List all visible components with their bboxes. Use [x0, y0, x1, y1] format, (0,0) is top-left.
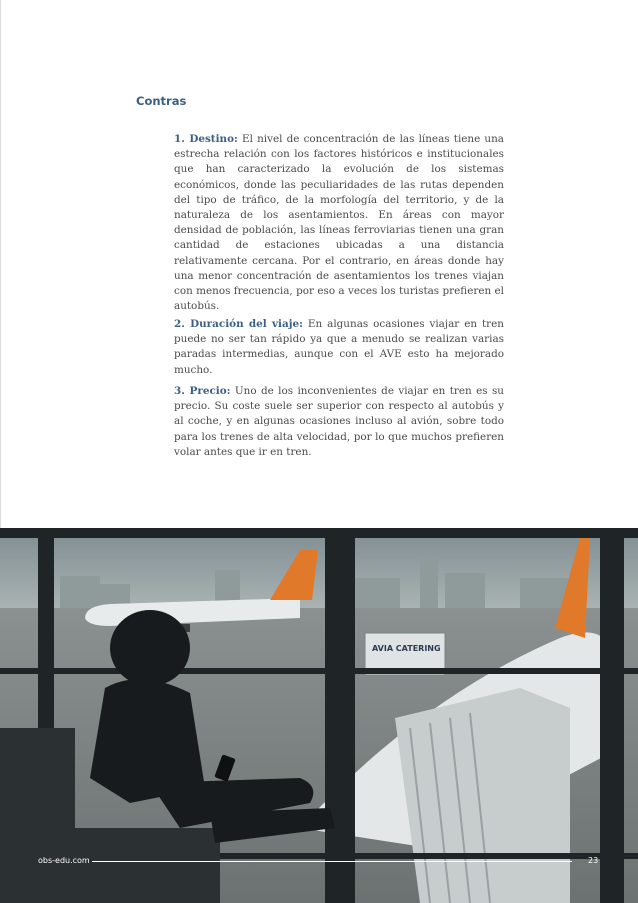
item-text: En algunas ocasiones viajar en tren puede no ser tan rápido ya que a menudo se realizan varias paradas intermedias, aunque con el AVE esto ha mejorado mucho.	[174, 318, 504, 376]
footer-site: obs-edu.com	[38, 856, 90, 865]
footer-divider	[92, 861, 572, 862]
item-text: Uno de los inconvenientes de viajar en tren es su precio. Su coste suele ser superior con respecto al autobús y al coche, y en algunas ocasiones incluso al avión, sobre todo para los trenes de alta velocidad, por lo que muchos prefieren volar antes que ir en tren.	[174, 385, 504, 458]
contra-item-destino	[174, 132, 504, 314]
airport-photo	[0, 528, 638, 903]
item-lead: 3. Precio:	[174, 385, 231, 397]
item-lead: 2. Duración del viaje:	[174, 318, 303, 330]
item-lead: 1. Destino:	[174, 133, 238, 145]
page-number: 23	[588, 856, 599, 865]
contra-item-duracion	[174, 317, 504, 378]
truck-label: AVIA CATERING	[372, 644, 441, 653]
item-text: El nivel de concentración de las líneas tiene una estrecha relación con los factores históricos e institucionales que han caracterizado la evolución de los sistemas económicos, donde las peculiaridades de las rutas dependen del tipo de tráfico, de la morfología del territorio, y de la naturaleza de los asentamientos. En áreas con mayor densidad de población, las líneas ferroviarias tienen una gran cantidad de estaciones ubicadas a una distancia relativamente cercana. Por el contrario, en áreas donde hay una menor concentración de asentamientos los trenes viajan con menos frecuencia, por eso a veces los turistas prefieren el autobús.	[174, 133, 504, 313]
section-heading: Contras	[136, 94, 187, 108]
contra-item-precio	[174, 384, 504, 460]
jet-bridge	[395, 688, 570, 903]
